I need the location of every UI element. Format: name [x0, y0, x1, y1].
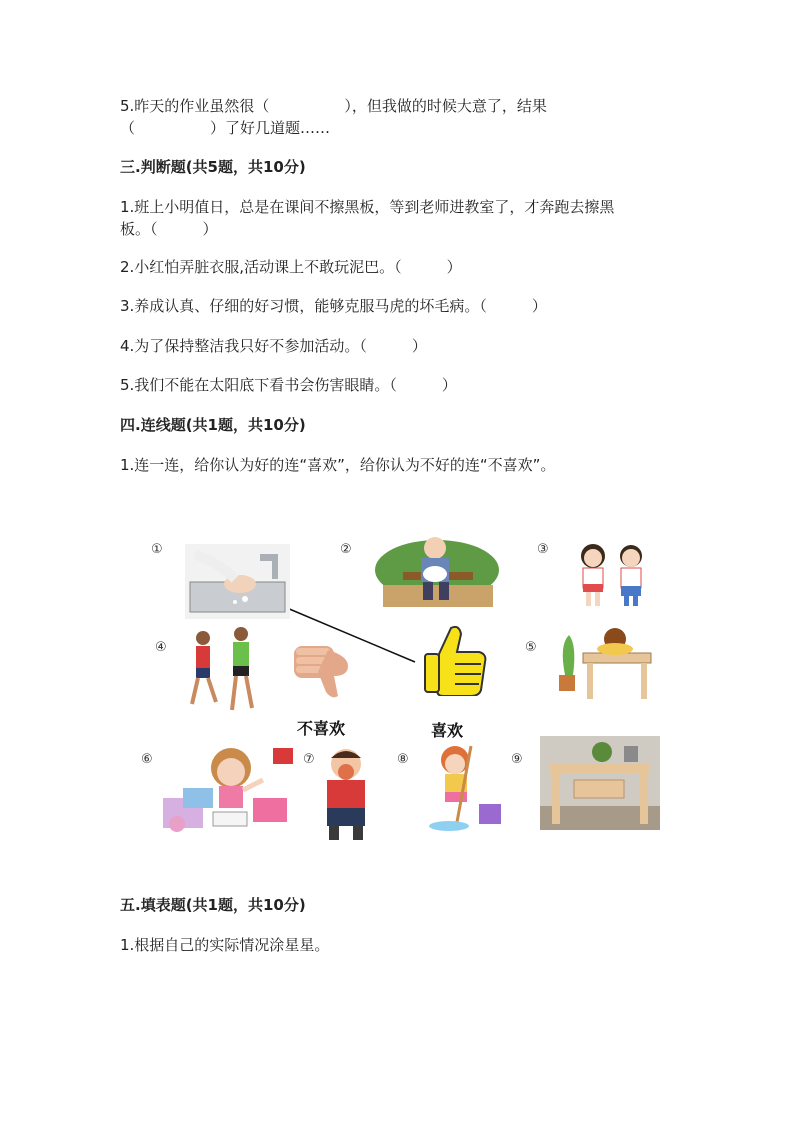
match-q1: 1.连一连，给你认为好的连“喜欢”，给你认为不好的连“不喜欢”。 [120, 456, 556, 474]
fill-q5-line1: 5.昨天的作业虽然很（ ），但我做的时候大意了，结果 [120, 97, 547, 115]
runners-image [183, 626, 265, 726]
tidy-desk-image [540, 736, 660, 830]
kid-sleeping-desk-image [555, 625, 655, 703]
dislike-label: 不喜欢 [297, 719, 346, 738]
judge-heading: 三.判断题(共5题，共10分) [120, 158, 306, 176]
judge-q2: 2.小红怕弄脏衣服,活动课上不敢玩泥巴。（ ） [120, 258, 462, 276]
kids-greeting-image [567, 540, 657, 608]
boy-eating-image [315, 744, 377, 842]
marker-8: ⑧ [397, 752, 409, 767]
marker-7: ⑦ [303, 752, 315, 767]
handwashing-image [185, 544, 290, 619]
marker-9: ⑨ [511, 752, 523, 767]
thumbs-down-icon [292, 642, 354, 700]
fill-q5-line2: （ ）了好几道题…… [120, 119, 331, 137]
marker-6: ⑥ [141, 752, 153, 767]
thumbs-up-icon [421, 624, 487, 696]
table-heading: 五.填表题(共1题，共10分) [120, 896, 306, 914]
table-q1: 1.根据自己的实际情况涂星星。 [120, 936, 330, 954]
judge-q5: 5.我们不能在太阳底下看书会伤害眼睛。（ ） [120, 376, 457, 394]
judge-q3: 3.养成认真、仔细的好习惯，能够克服马虎的坏毛病。（ ） [120, 297, 547, 315]
marker-3: ③ [537, 542, 549, 557]
like-label: 喜欢 [431, 721, 464, 740]
match-heading: 四.连线题(共1题，共10分) [120, 416, 306, 434]
judge-q1-line1: 1.班上小明值日，总是在课间不擦黑板，等到老师进教室了，才奔跑去擦黑 [120, 198, 615, 216]
marker-2: ② [340, 542, 352, 557]
messy-girl-image [153, 738, 303, 838]
matching-figure [135, 530, 670, 840]
marker-1: ① [151, 542, 163, 557]
judge-q4: 4.为了保持整洁我只好不参加活动。（ ） [120, 337, 427, 355]
girl-cleaning-image [427, 740, 511, 836]
marker-5: ⑤ [525, 640, 537, 655]
man-littering-image [373, 530, 501, 612]
judge-q1-line2: 板。（ ） [120, 220, 218, 238]
marker-4: ④ [155, 640, 167, 655]
